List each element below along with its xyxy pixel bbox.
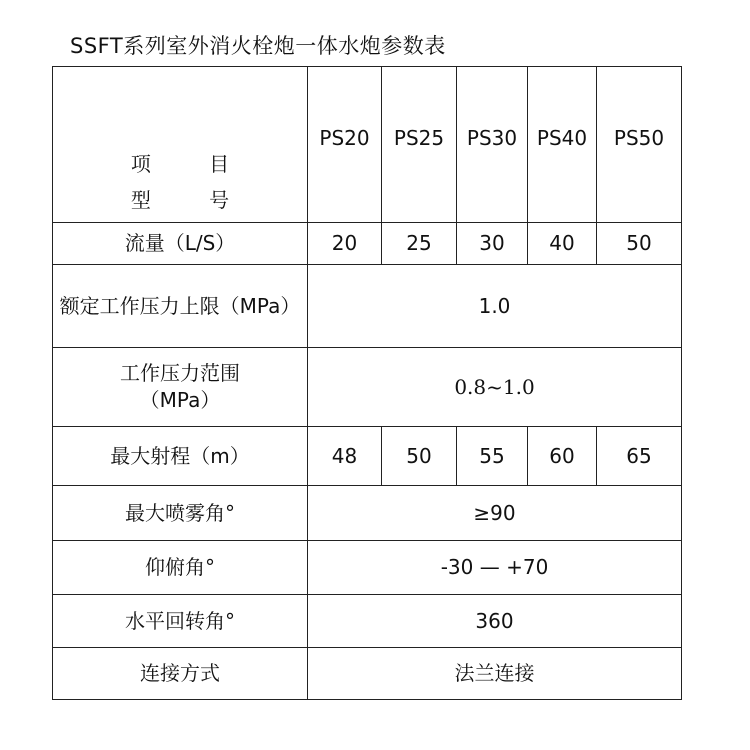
- flow-value-ps30: 30: [457, 223, 528, 265]
- max-range-label: 最大射程（m）: [53, 427, 308, 486]
- spray-angle-label: 最大喷雾角°: [53, 486, 308, 541]
- rotation-angle-value: 360: [308, 595, 682, 648]
- table-row-spray-angle: [53, 486, 682, 541]
- table-row-max-range: [53, 427, 682, 486]
- table-row-flow: [53, 223, 682, 265]
- model-label: 型 号: [130, 188, 256, 212]
- max-range-value-ps40: 60: [528, 427, 597, 486]
- table-header-row: [53, 67, 682, 223]
- pressure-range-value: 0.8~1.0: [308, 348, 682, 427]
- header-corner-cell: [53, 67, 308, 223]
- item-label: 项 目: [130, 152, 256, 176]
- max-range-value-ps20: 48: [308, 427, 382, 486]
- flow-value-ps40: 40: [528, 223, 597, 265]
- rated-pressure-value: 1.0: [308, 265, 682, 348]
- pressure-range-label-line1: 工作压力范围: [120, 361, 240, 385]
- table-row-rated-pressure: [53, 265, 682, 348]
- max-range-value-ps30: 55: [457, 427, 528, 486]
- rated-pressure-label: 额定工作压力上限（MPa）: [53, 265, 308, 348]
- table-row-pitch-angle: [53, 541, 682, 595]
- model-header-ps30: PS30: [457, 67, 528, 223]
- max-range-value-ps50: 65: [597, 427, 682, 486]
- model-header-ps20: PS20: [308, 67, 382, 223]
- flow-value-ps20: 20: [308, 223, 382, 265]
- pitch-angle-label: 仰俯角°: [53, 541, 308, 595]
- flow-value-ps25: 25: [382, 223, 457, 265]
- model-header-ps50: PS50: [597, 67, 682, 223]
- table-row-pressure-range: [53, 348, 682, 427]
- table-row-connection: [53, 648, 682, 700]
- pressure-range-label: [53, 348, 308, 427]
- model-header-ps25: PS25: [382, 67, 457, 223]
- pressure-range-label-line2: （MPa）: [139, 388, 221, 412]
- connection-value: 法兰连接: [308, 648, 682, 700]
- model-header-ps40: PS40: [528, 67, 597, 223]
- flow-value-ps50: 50: [597, 223, 682, 265]
- flow-label: 流量（L/S）: [53, 223, 308, 265]
- parameter-table: [52, 66, 682, 700]
- max-range-value-ps25: 50: [382, 427, 457, 486]
- rotation-angle-label: 水平回转角°: [53, 595, 308, 648]
- connection-label: 连接方式: [53, 648, 308, 700]
- spray-angle-value: ≥90: [308, 486, 682, 541]
- table-row-rotation-angle: [53, 595, 682, 648]
- page-title: SSFT系列室外消火栓炮一体水炮参数表: [70, 34, 446, 58]
- pitch-angle-value: -30 — +70: [308, 541, 682, 595]
